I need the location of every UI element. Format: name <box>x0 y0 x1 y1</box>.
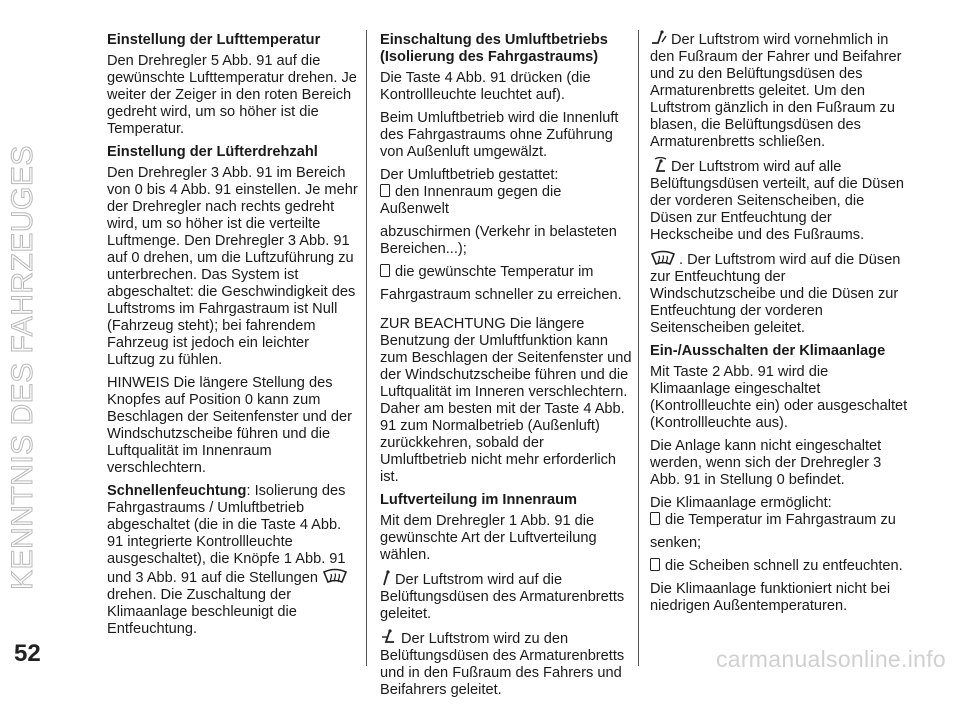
bullet-temperature-a: die gewünschte Temperatur im <box>395 264 594 280</box>
watermark: carmanualsonline.info <box>715 646 946 672</box>
bullet-temperature-b: Fahrgastraum schneller zu erreichen. <box>380 287 622 303</box>
ac-allows-label: Die Klimaanlage ermöglicht: <box>650 495 832 511</box>
dist-all-text: Der Luftstrom wird auf alle Belüftungsdüsen verteilt, auf die Düsen der vorderen Seitenscheiben, die Düsen zur Entfeuchtung der Heckscheibe und des Fußraums. <box>650 159 904 243</box>
bullet-temperature <box>380 264 632 281</box>
text-note: ZUR BEACHTUNG Die längere Benutzung der Umluftfunktion kann zum Beschlagen der Seitenfenster und der Windschutzscheibe führen und die Luftqualität im Inneren verschlechtern. Daher am besten mit der Taste 4 Abb. 91 zum Normalbetrieb (Außenluft) zurückkehren, sobald der Umluftbetrieb nicht mehr erforderlich ist. <box>380 316 632 485</box>
column-2 <box>380 30 632 705</box>
checkbox-bullet-icon <box>380 184 390 197</box>
bullet-lower-temp-b: senken; <box>650 535 702 551</box>
quick-dehumidify-text-b: drehen. Die Zuschaltung der Klimaanlage beschleunigt die Entfeuchtung. <box>107 587 297 637</box>
column-1 <box>107 30 359 644</box>
text-recirc-allows <box>380 167 632 218</box>
text-ac-allows <box>650 495 908 529</box>
text-press-button: Die Taste 4 Abb. 91 drücken (die Kontrollleuchte leuchtet auf). <box>380 70 591 103</box>
section-side-title-text: KENNTNIS DES FAHRZEUGES <box>6 145 39 590</box>
text-recirculation: Beim Umluftbetrieb wird die Innenluft des Fahrgastraums ohne Zuführung von Außenluft umgewälzt. <box>380 110 619 160</box>
text-hinweis: HINWEIS Die längere Stellung des Knopfes auf Position 0 kann zum Beschlagen der Seitenfenster und der Windschutzscheibe führen und die Luftqualität im Innenraum verschlechtern. <box>107 375 353 476</box>
text-dist-all <box>650 157 908 244</box>
dist-feet-text: Der Luftstrom wird vornehmlich in den Fußraum der Fahrer und Beifahrer und zu den Belüftungsdüsen des Armaturenbretts geleitet. Um den Luftstrom gänzlich in den Fußraum zu blasen, die Belüftungsdüsen des Armaturenbretts schließen. <box>650 32 902 150</box>
airflow-face-icon <box>380 570 392 586</box>
text-air-distribution: Mit dem Drehregler 1 Abb. 91 die gewünschte Art der Luftverteilung wählen. <box>380 513 597 563</box>
checkbox-bullet-icon <box>650 558 660 571</box>
bullet-isolate-a: den Innenraum gegen die Außenwelt <box>380 184 562 217</box>
text-ac-button: Mit Taste 2 Abb. 91 wird die Klimaanlage eingeschaltet (Kontrollleuchte ein) oder ausgeschaltet (Kontrollleuchte aus). <box>650 364 908 431</box>
bullet-dehumidify-text: die Scheiben schnell zu entfeuchten. <box>665 558 903 574</box>
windscreen-defrost-icon <box>650 250 676 266</box>
text-dist-feet <box>650 30 908 151</box>
checkbox-bullet-icon <box>380 264 390 277</box>
text-air-temperature: Den Drehregler 5 Abb. 91 auf die gewünschte Lufttemperatur drehen. Je weiter der Zeiger in den roten Bereich gedreht wird, um so höher ist die Temperatur. <box>107 53 357 137</box>
checkbox-bullet-icon <box>650 512 660 525</box>
quick-dehumidify-text-a: : Isolierung des Fahrgastraums / Umluftbetrieb abgeschaltet (die in die Taste 4 Abb. 91 integrierte Kontrollleuchte ausgeschaltet), die Knöpfe 1 Abb. 91 und 3 Abb. 91 auf die Stellungen <box>107 483 346 586</box>
dist-defrost-text: . Der Luftstrom wird auf die Düsen zur Entfeuchtung der Windschutzscheibe und die Düsen zur Entfeuchtung der vorderen Seitenscheiben geleitet. <box>650 252 901 336</box>
windscreen-defrost-icon <box>322 568 348 584</box>
text-fan-speed: Den Drehregler 3 Abb. 91 im Bereich von 0 bis 4 Abb. 91 einstellen. Je mehr der Drehregler nach rechts gedreht wird, um so höher ist die verteilte Luftmenge. Den Drehregler 3 Abb. 91 auf 0 drehen, um die Luftzuführung zu unterbrechen. Das System ist abgeschaltet: die Geschwindigkeit des Luftstroms im Fahrgastraum ist Null (Fahrzeug steht); bei fahrendem Fahrzeug ist jedoch ein leichter Luftzug zu fühlen. <box>107 165 358 368</box>
heading-air-temperature: Einstellung der Lufttemperatur <box>107 32 321 48</box>
airflow-feet-icon <box>650 30 668 46</box>
column-3 <box>650 30 908 621</box>
heading-air-distribution: Luftverteilung im Innenraum <box>380 492 578 508</box>
heading-fan-speed: Einstellung der Lüfterdrehzahl <box>107 144 318 160</box>
bullet-lower-temp-a: die Temperatur im Fahrgastraum zu <box>665 512 896 528</box>
column-divider-1 <box>366 30 367 666</box>
column-divider-2 <box>638 30 639 666</box>
bullet-isolate-b: abzuschirmen (Verkehr in belasteten Bereichen...); <box>380 224 617 257</box>
bullet-dehumidify <box>650 558 908 575</box>
text-dist-panel-feet <box>380 629 632 699</box>
dist-panel-feet-text: Der Luftstrom wird zu den Belüftungsdüsen des Armaturenbretts und in den Fußraum des Fahrers und Beifahrers geleitet. <box>380 631 625 698</box>
dist-panel-text: Der Luftstrom wird auf die Belüftungsdüsen des Armaturenbretts geleitet. <box>380 572 625 622</box>
heading-recirculation: Einschaltung des Umluftbetriebs (Isolierung des Fahrgastraums) <box>380 32 608 65</box>
airflow-all-icon <box>650 157 668 173</box>
text-ac-low-temp: Die Klimaanlage funktioniert nicht bei niedrigen Außentemperaturen. <box>650 581 891 614</box>
page-number: 52 <box>14 640 41 667</box>
heading-climate-on-off: Ein-/Ausschalten der Klimaanlage <box>650 343 886 359</box>
label-quick-dehumidify: Schnellenfeuchtung <box>107 483 247 499</box>
text-ac-condition: Die Anlage kann nicht eingeschaltet werden, wenn sich der Drehregler 3 Abb. 91 in Stellung 0 befindet. <box>650 438 882 488</box>
text-dist-defrost <box>650 250 908 337</box>
text-dist-panel <box>380 570 632 623</box>
text-quick-dehumidify <box>107 483 359 638</box>
recirc-allows-label: Der Umluftbetrieb gestattet: <box>380 167 559 183</box>
airflow-face-feet-icon <box>380 629 398 645</box>
